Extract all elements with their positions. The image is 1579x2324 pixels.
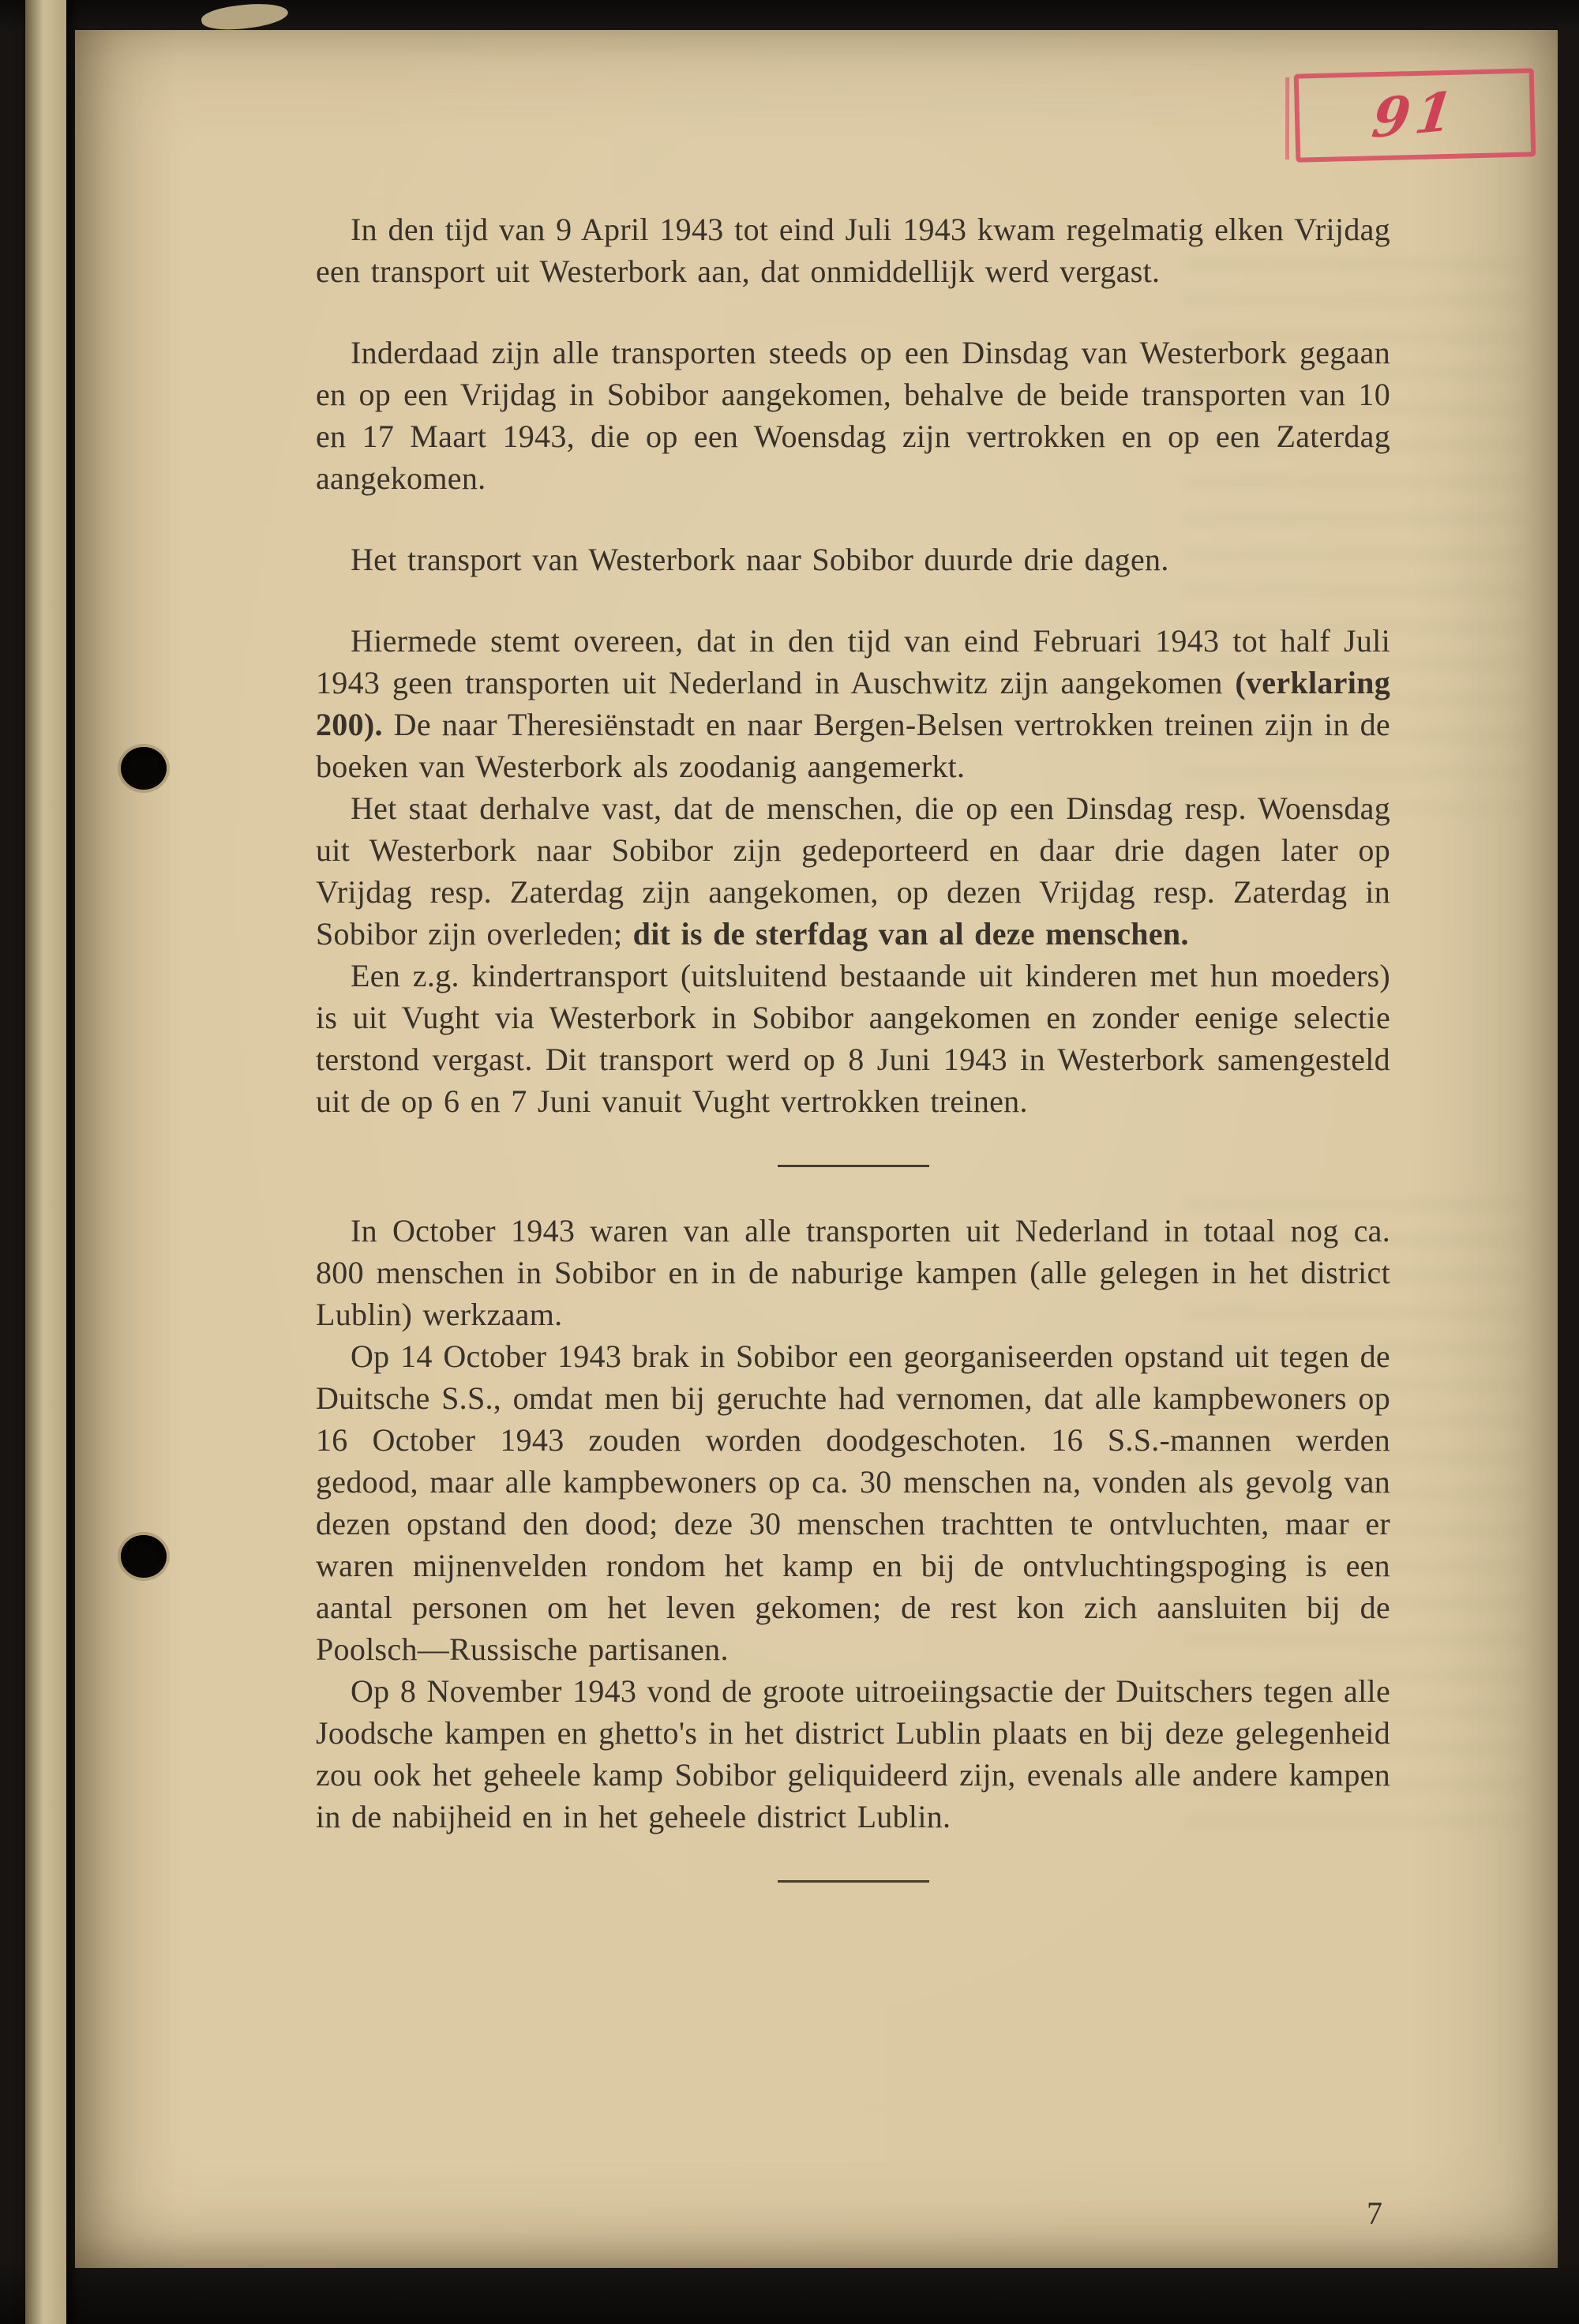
page-number: 7: [1367, 2195, 1382, 2231]
paragraph-segment: Het staat derhalve vast, dat de menschen, die op een Dinsdag resp. Woensdag uit Westerbork naar Sobibor zijn gedeporteerd en daar drie dagen later op Vrijdag resp. Zaterdag zijn aangekomen, op dezen Vrijdag resp. Zaterdag in Sobibor zijn overleden;: [316, 790, 1390, 952]
paragraph-death-day: [316, 787, 1390, 955]
paragraph-segment-bold: dit is de sterfdag van al deze menschen.: [632, 916, 1189, 952]
section-divider: [778, 1165, 929, 1167]
torn-paper-scrap: [201, 0, 290, 34]
paragraph-segment: De naar Theresiënstadt en naar Bergen-Belsen vertrokken treinen zijn in de boeken van Westerbork als zoodanig aangemerkt.: [316, 707, 1390, 784]
book-edge: [25, 0, 66, 2324]
paragraph-transports-weekly: In den tijd van 9 April 1943 tot eind Juli 1943 kwam regelmatig elken Vrijdag een transport uit Westerbork aan, dat onmiddellijk werd vergast.: [316, 212, 1390, 289]
page-content: [75, 30, 1558, 1883]
paragraph-duration: Het transport van Westerbork naar Sobibor duurde drie dagen.: [351, 542, 1169, 577]
paragraph-october-1943: In October 1943 waren van alle transporten uit Nederland in totaal nog ca. 800 menschen in Sobibor en in de naburige kampen (alle gelegen in het district Lublin) werkzaam.: [316, 1213, 1390, 1332]
section-divider: [778, 1880, 929, 1883]
paragraph-auschwitz-records: [316, 620, 1390, 787]
paragraph-liquidation: Op 8 November 1943 vond de groote uitroeiingsactie der Duitschers tegen alle Joodsche kampen en ghetto's in het district Lublin plaats en bij deze gelegenheid zou ook het geheele kamp Sobibor geliquideerd zijn, evenals alle andere kampen in de nabijheid en in het geheele district Lublin.: [316, 1673, 1390, 1834]
paragraph-departure-days: Inderdaad zijn alle transporten steeds op een Dinsdag van Westerbork gegaan en op een Vrijdag in Sobibor aangekomen, behalve de beide transporten van 10 en 17 Maart 1943, die op een Woensdag zijn vertrokken en op een Zaterdag aangekomen.: [316, 335, 1390, 496]
stamp-number: 91: [1368, 79, 1461, 152]
paragraph-segment: Hiermede stemt overeen, dat in den tijd van eind Februari 1943 tot half Juli 1943 geen transporten uit Nederland in Auschwitz zijn aangekomen: [316, 623, 1390, 700]
paragraph-segment-bold: (verklaring 200).: [316, 665, 1390, 742]
paragraph-kindertransport: Een z.g. kindertransport (uitsluitend bestaande uit kinderen met hun moeders) is uit Vught via Westerbork in Sobibor aangekomen en zonder eenige selectie terstond vergast. Dit transport werd op 8 Juni 1943 in Westerbork samengesteld uit de op 6 en 7 Juni vanuit Vught vertrokken treinen.: [316, 958, 1390, 1119]
document-page: [75, 30, 1558, 2268]
paragraph-uprising: Op 14 October 1943 brak in Sobibor een georganiseerden opstand uit tegen de Duitsche S.S., omdat men bij geruchte had vernomen, dat alle kampbewoners op 16 October 1943 zouden worden doodgeschoten. 16 S.S.-mannen werden gedood, maar alle kampbewoners op ca. 30 menschen na, vonden als gevolg van dezen opstand den dood; deze 30 menschen trachtten te ontvluchten, maar er waren mijnenvelden rondom het kamp en bij de ontvluchtingspoging is een aantal personen om het leven gekomen; de rest kon zich aansluiten bij de Poolsch—Russische partisanen.: [316, 1338, 1390, 1667]
